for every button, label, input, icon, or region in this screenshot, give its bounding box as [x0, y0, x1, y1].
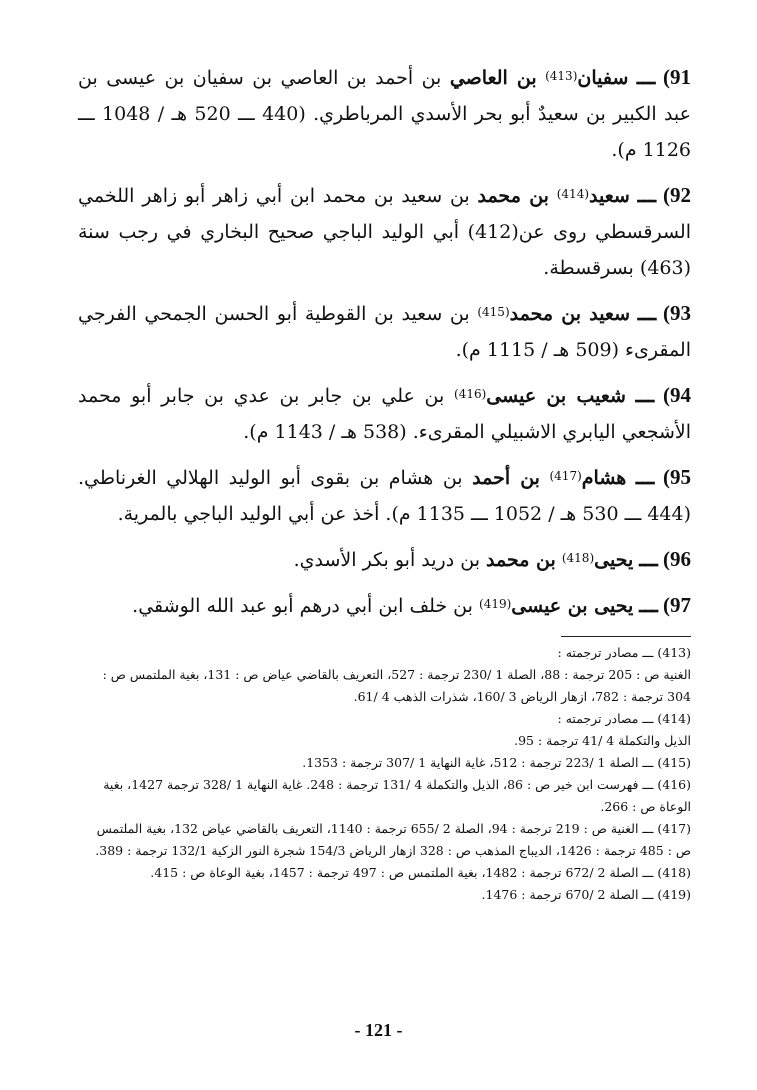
- footnote: (419) ـــ الصلة 2 /670 ترجمة : 1476.: [481, 887, 691, 902]
- footnote: (415) ـــ الصلة 1 /223 ترجمة : 512، غاية النهاية 1 /307 ترجمة : 1353.: [302, 755, 691, 770]
- entry-93: [78, 294, 691, 368]
- footnote-ref: (414): [556, 187, 590, 201]
- footnote-ref: (416): [454, 387, 487, 401]
- entry-number: 92) ـــ: [637, 183, 691, 207]
- footnote: (416) ـــ فهرست ابن خير ص : 86، الذيل والتكملة 4 /131 ترجمة : 248. غاية النهاية 1 /328 ترجمة 1427، بغية الوعاة ص : 266.: [103, 777, 691, 814]
- entries-list: [78, 58, 691, 632]
- entry-name: يحيى بن عيسى: [511, 595, 634, 617]
- entry-number: 95) ـــ: [635, 465, 692, 489]
- footnote-divider: [561, 636, 691, 637]
- entry-text: بن علي بن جابر بن عدي بن جابر أبو محمد الأشجعي اليابري الاشبيلي المقرىء. (538 هـ / 1143 م).: [78, 385, 691, 443]
- footnote-ref: (413): [545, 69, 578, 83]
- entry-text: بن خلف ابن أبي درهم أبو عبد الله الوشقي.: [132, 595, 473, 617]
- page-number: - 121 -: [354, 1020, 403, 1040]
- entry-name: يحيى: [594, 549, 634, 571]
- entry-number: 93) ـــ: [637, 301, 691, 325]
- entry-number: 97) ـــ: [639, 593, 691, 617]
- entry-name: هشام: [581, 467, 627, 489]
- entry-text: بن هشام بن بقوى أبو الوليد الهلالي الغرناطي. (444 ـــ 530 هـ / 1052 ـــ 1135 م). أخذ عن أبي الوليد الباجي بالمرية.: [78, 467, 691, 525]
- entry-text: بن أحمد بن العاصي بن سفيان بن عيسى بن عبد الكبير بن سعيدٌ أبو بحر الأسدي المرباطري. (440 ـــ 520 هـ / 1048 ـــ 1126 م).: [78, 67, 691, 161]
- footnote-ref: (415): [477, 305, 510, 319]
- footnote-ref: (418): [561, 551, 595, 565]
- entry-92: [78, 176, 691, 286]
- footnote: الذيل والتكملة 4 /41 ترجمة : 95.: [514, 733, 691, 748]
- footnote-ref: (419): [479, 597, 512, 611]
- footnote: (418) ـــ الصلة 2 /672 ترجمة : 1482، بغية الملتمس ص : 497 ترجمة : 1457، بغية الوعاة ص : 415.: [150, 865, 691, 880]
- footnote: (414) ـــ مصادر ترجمته :: [557, 711, 691, 726]
- entry-name: شعيب بن عيسى: [486, 385, 626, 407]
- footnotes: [82, 642, 691, 906]
- entry-text: بن سعيد بن محمد ابن أبي زاهر أبو زاهر اللخمي السرقسطي روى عن(412) أبي الوليد الباجي صحيح البخاري في رجب سنة (463) بسرقسطة.: [78, 185, 691, 279]
- entry-name-cont: بن محمد: [477, 185, 549, 207]
- entry-text: بن دريد أبو بكر الأسدي.: [293, 549, 480, 571]
- footnote-ref: (417): [549, 469, 582, 483]
- entry-number: 91) ـــ: [636, 65, 691, 89]
- entry-94: [78, 376, 691, 450]
- entry-name: سعيد: [589, 185, 630, 207]
- footnote: (417) ـــ الغنية ص : 219 ترجمة : 94، الصلة 2 /655 ترجمة : 1140، التعريف بالقاضي عياض 132، بغية الملتمس ص : 485 ترجمة : 1426، الديباج المذهب ص : 328 ازهار الرياض 154/3 شجرة النور الزكية 132/1 ترجمة : 389.: [95, 821, 691, 858]
- entry-96: [78, 540, 691, 578]
- entry-91: [78, 58, 691, 168]
- footnote: (413) ـــ مصادر ترجمته :: [557, 645, 691, 660]
- entry-97: [78, 586, 691, 624]
- entry-number: 96) ـــ: [639, 547, 691, 571]
- entry-text: بن سعيد بن القوطية أبو الحسن الجمحي الفرجي المقرىء (509 هـ / 1115 م).: [78, 303, 691, 361]
- entry-name-cont: بن أحمد: [472, 467, 540, 489]
- footnote: الغنية ص : 205 ترجمة : 88، الصلة 1 /230 ترجمة : 527، التعريف بالقاضي عياض ص : 131، بغية الملتمس ص : 304 ترجمة : 782، ازهار الرياض 3 /160، شذرات الذهب 4 /61.: [102, 667, 691, 704]
- entry-95: [78, 458, 691, 532]
- entry-name: سفيان: [577, 67, 629, 89]
- entry-name: سعيد بن محمد: [509, 303, 631, 325]
- entry-name-cont: بن محمد: [486, 549, 556, 571]
- entry-name-cont: بن العاصي: [449, 67, 537, 89]
- entry-number: 94) ـــ: [635, 383, 691, 407]
